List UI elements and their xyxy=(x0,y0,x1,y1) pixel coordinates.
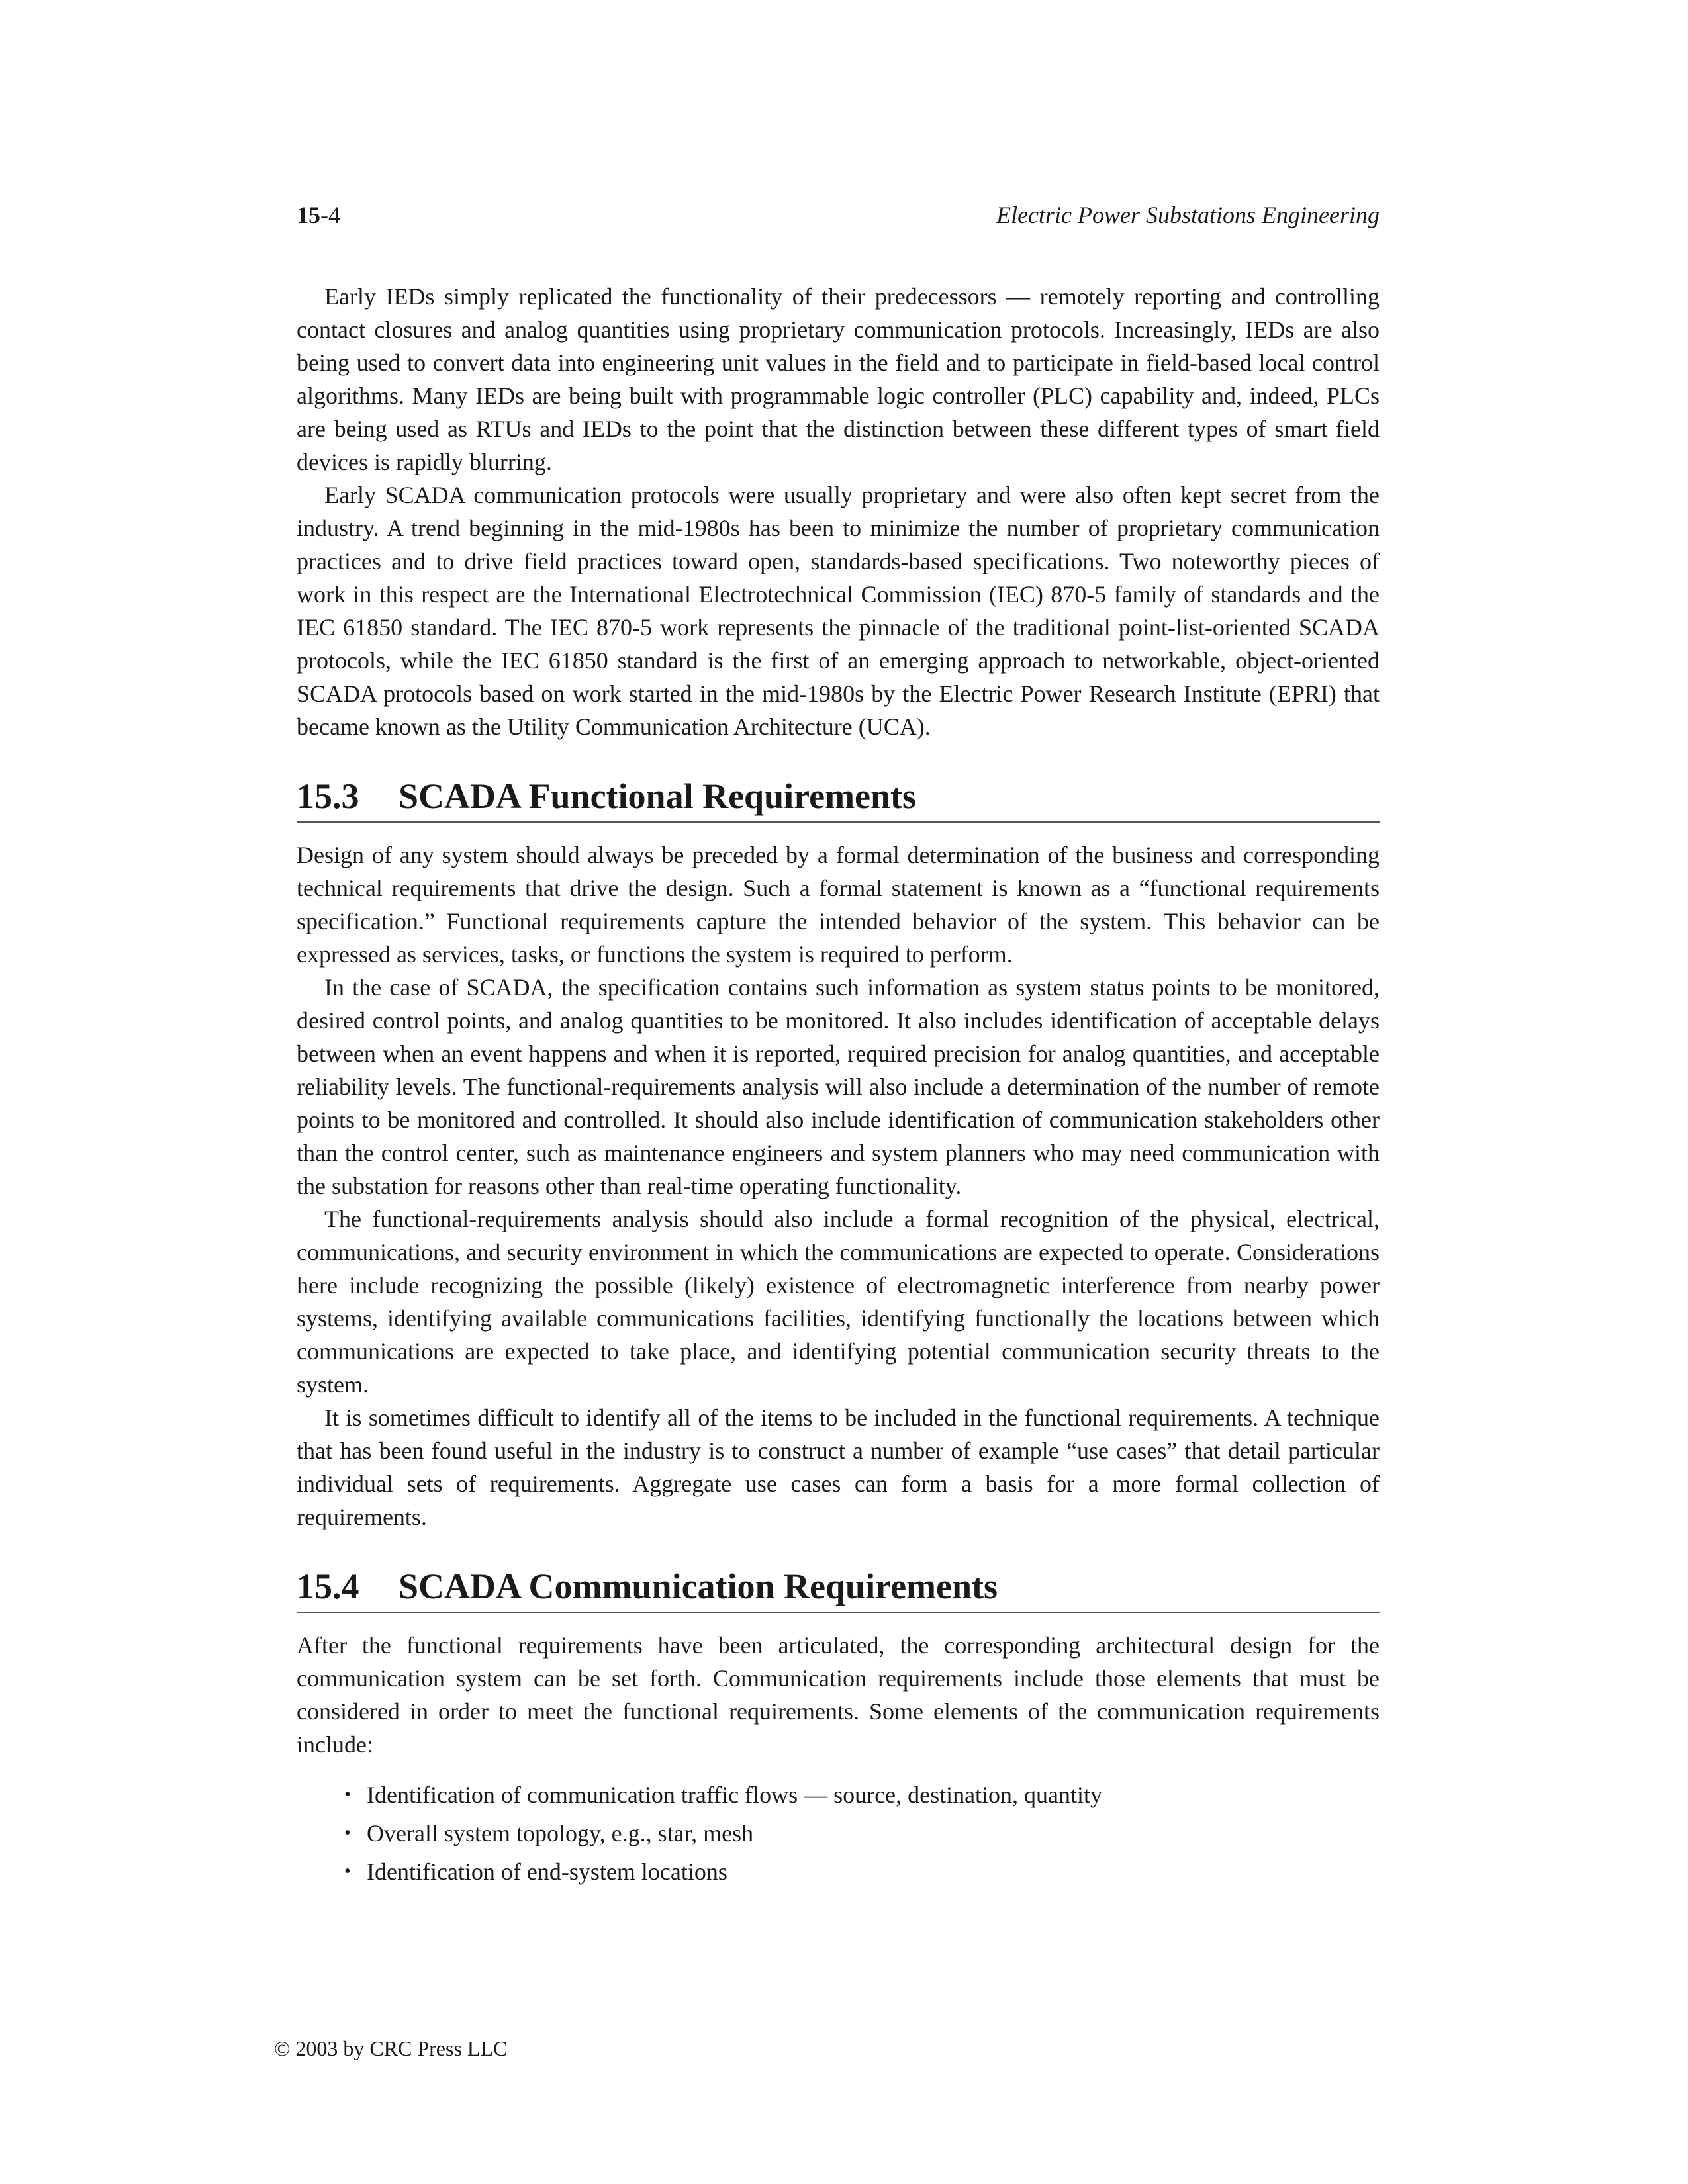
bullet-icon: • xyxy=(344,1784,351,1805)
section-number: 15.4 xyxy=(297,1567,359,1606)
copyright-footer: © 2003 by CRC Press LLC xyxy=(274,2036,508,2060)
bullet-icon: • xyxy=(344,1861,351,1882)
paragraph: Early IEDs simply replicated the functionality of their predecessors — remotely reporting and controlling contact closures and analog quantities using proprietary communication protocols. Increasingly, IEDs are also being used to convert data into engineering unit values in the field and to participate in field-based local control algorithms. Many IEDs are being built with programmable logic controller (PLC) capability and, indeed, PLCs are being used as RTUs and IEDs to the point that the distinction between these different types of smart field devices is rapidly blurring. xyxy=(297,283,1380,475)
section-heading-15-3 xyxy=(297,775,1380,823)
list-item xyxy=(297,1817,1380,1850)
chapter-number: 15 xyxy=(297,202,320,228)
list-item xyxy=(297,1778,1380,1811)
running-title: Electric Power Substations Engineering xyxy=(996,202,1380,228)
paragraph: Early SCADA communication protocols were usually proprietary and were also often kept secret from the industry. A trend beginning in the mid-1980s has been to minimize the number of proprietary communication practices and to drive field practices toward open, standards-based specifications. Two noteworthy pieces of work in this respect are the International Electrotechnical Commission (IEC) 870-5 family of standards and the IEC 61850 standard. The IEC 870-5 work represents the pinnacle of the traditional point-list-oriented SCADA protocols, while the IEC 61850 standard is the first of an emerging approach to networkable, object-oriented SCADA protocols based on work started in the mid-1980s by the Electric Power Research Institute (EPRI) that became known as the Utility Communication Architecture (UCA). xyxy=(297,482,1380,740)
paragraph: After the functional requirements have been articulated, the corresponding architectural design for the communication system can be set forth. Communication requirements include those elements that must be considered in order to meet the functional requirements. Some elements of the communication requirements include: xyxy=(297,1632,1380,1758)
list-item-text: Identification of communication traffic flows — source, destination, quantity xyxy=(367,1782,1103,1808)
paragraph: In the case of SCADA, the specification contains such information as system status points to be monitored, desired control points, and analog quantities to be monitored. It also includes identification of acceptable delays between when an event happens and when it is reported, required precision for analog quantities, and acceptable reliability levels. The functional-requirements analysis will also include a determination of the number of remote points to be monitored and controlled. It should also include identification of communication stakeholders other than the control center, such as maintenance engineers and system planners who may need communication with the substation for reasons other than real-time operating functionality. xyxy=(297,974,1380,1199)
section-number: 15.3 xyxy=(297,776,359,816)
bullet-icon: • xyxy=(344,1823,351,1843)
paragraph: It is sometimes difficult to identify all of the items to be included in the functional requirements. A technique that has been found useful in the industry is to construct a number of example “use cases” that detail particular individual sets of requirements. Aggregate use cases can form a basis for a more formal collection of requirements. xyxy=(297,1404,1380,1530)
list-item-text: Overall system topology, e.g., star, mesh xyxy=(367,1820,754,1846)
section-title: SCADA Communication Requirements xyxy=(399,1567,998,1606)
section-heading-15-4 xyxy=(297,1565,1380,1613)
requirements-list xyxy=(297,1778,1380,1888)
section-title: SCADA Functional Requirements xyxy=(399,776,917,816)
page-number xyxy=(297,199,340,232)
page-suffix: -4 xyxy=(320,202,340,228)
page-header xyxy=(297,199,1380,232)
paragraph: Design of any system should always be preceded by a formal determination of the business and corresponding technical requirements that drive the design. Such a formal statement is known as a “functional requirements specification.” Functional requirements capture the intended behavior of the system. This behavior can be expressed as services, tasks, or functions the system is required to perform. xyxy=(297,842,1380,968)
list-item-text: Identification of end-system locations xyxy=(367,1858,727,1885)
paragraph: The functional-requirements analysis should also include a formal recognition of the physical, electrical, communications, and security environment in which the communications are expected to operate. Considerations here include recognizing the possible (likely) existence of electromagnetic interference from nearby power systems, identifying available communications facilities, identifying functionally the locations between which communications are expected to take place, and identifying potential communication security threats to the system. xyxy=(297,1206,1380,1398)
list-item xyxy=(297,1855,1380,1888)
page-body xyxy=(297,280,1380,1893)
